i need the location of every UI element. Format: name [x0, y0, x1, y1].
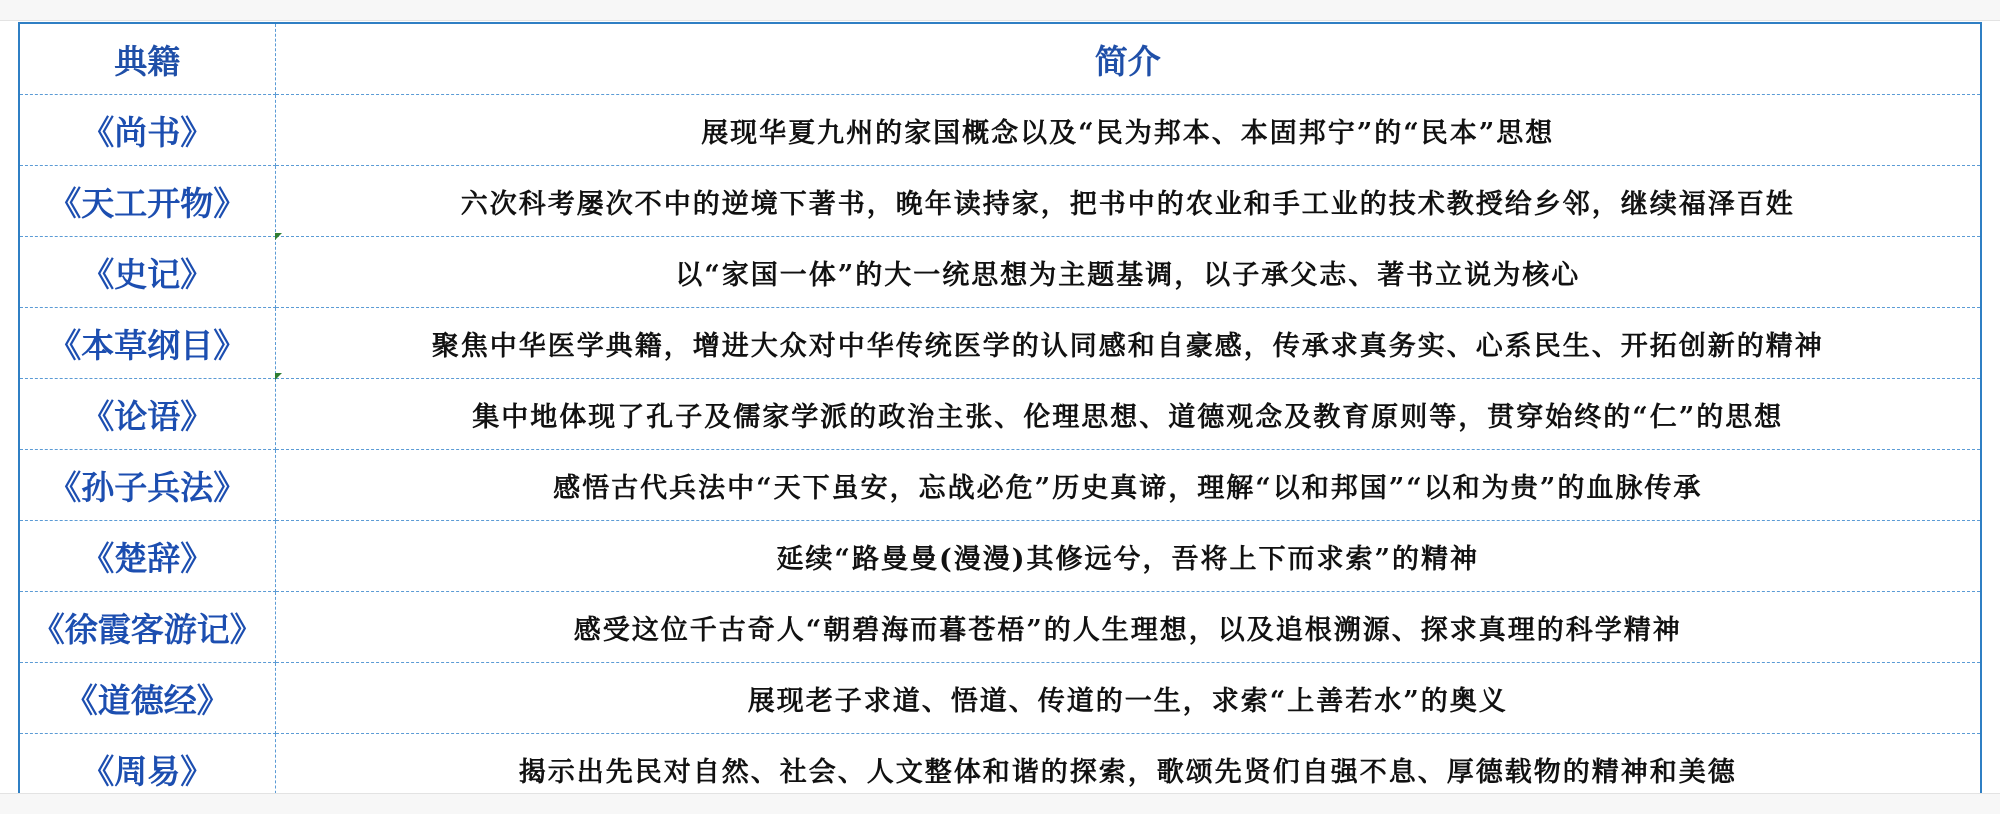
intro-cell[interactable]: 感悟古代兵法中“天下虽安，忘战必危”历史真谛，理解“以和邦国”“以和为贵”的血脉传承 [275, 450, 1981, 521]
intro-cell[interactable]: 延续“路曼曼(漫漫)其修远兮，吾将上下而求索”的精神 [275, 521, 1981, 592]
book-title-cell[interactable]: 《徐霞客游记》 [19, 592, 275, 663]
top-row-gap [0, 0, 2000, 21]
intro-cell[interactable]: 展现老子求道、悟道、传道的一生，求索“上善若水”的奥义 [275, 663, 1981, 734]
table-row [19, 308, 1981, 379]
bottom-row-gap [0, 793, 2000, 814]
intro-cell[interactable]: 聚焦中华医学典籍，增进大众对中华传统医学的认同感和自豪感，传承求真务实、心系民生、开拓创新的精神 [275, 308, 1981, 379]
intro-cell[interactable]: 展现华夏九州的家国概念以及“民为邦本、本固邦宁”的“民本”思想 [275, 95, 1981, 166]
header-row [19, 23, 1981, 95]
book-title-cell[interactable]: 《楚辞》 [19, 521, 275, 592]
book-title-cell[interactable]: 《史记》 [19, 237, 275, 308]
table-row [19, 95, 1981, 166]
table-row [19, 450, 1981, 521]
classics-table [18, 22, 1982, 806]
intro-cell[interactable]: 以“家国一体”的大一统思想为主题基调，以子承父志、著书立说为核心 [275, 237, 1981, 308]
table-row [19, 592, 1981, 663]
book-title-cell[interactable]: 《尚书》 [19, 95, 275, 166]
header-book-cell[interactable]: 典籍 [19, 23, 275, 95]
intro-cell[interactable]: 感受这位千古奇人“朝碧海而暮苍梧”的人生理想，以及追根溯源、探求真理的科学精神 [275, 592, 1981, 663]
book-title-cell[interactable]: 《本草纲目》 [19, 308, 275, 379]
intro-cell[interactable]: 集中地体现了孔子及儒家学派的政治主张、伦理思想、道德观念及教育原则等，贯穿始终的“仁”的思想 [275, 379, 1981, 450]
book-title-cell[interactable]: 《论语》 [19, 379, 275, 450]
book-title-cell[interactable]: 《道德经》 [19, 663, 275, 734]
intro-cell[interactable]: 揭示出先民对自然、社会、人文整体和谐的探索，歌颂先贤们自强不息、厚德载物的精神和美德 [275, 734, 1981, 806]
header-intro-cell[interactable]: 简介 [275, 23, 1981, 95]
cell-comment-marker-icon [275, 233, 282, 240]
intro-cell[interactable]: 六次科考屡次不中的逆境下著书，晚年读持家，把书中的农业和手工业的技术教授给乡邻，继续福泽百姓 [275, 166, 1981, 237]
table-row [19, 379, 1981, 450]
table-row [19, 166, 1981, 237]
cell-comment-marker-icon [275, 373, 282, 380]
book-title-cell[interactable]: 《周易》 [19, 734, 275, 806]
table-row [19, 663, 1981, 734]
table-row [19, 237, 1981, 308]
book-title-cell[interactable]: 《天工开物》 [19, 166, 275, 237]
table-row [19, 521, 1981, 592]
book-title-cell[interactable]: 《孙子兵法》 [19, 450, 275, 521]
